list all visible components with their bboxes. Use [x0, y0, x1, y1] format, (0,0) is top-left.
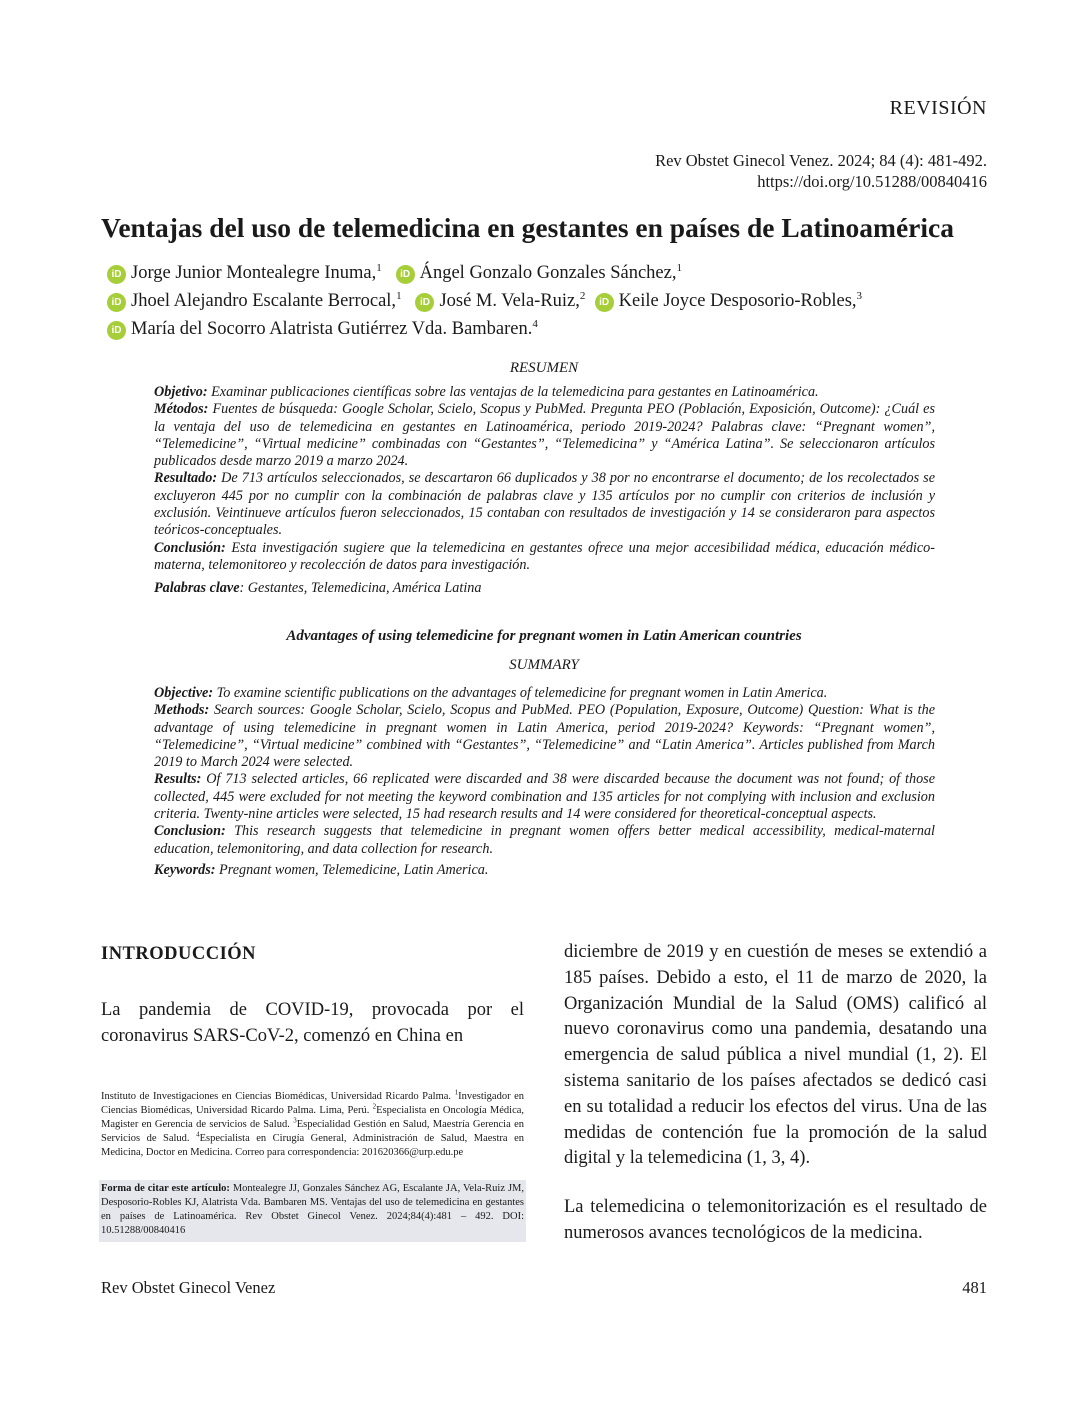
affiliation-number: 2	[372, 1102, 377, 1111]
orcid-icon[interactable]: iD	[396, 265, 415, 284]
affiliation-text: Especialista en Oncología Médica, Magister en Gerencia de servicios de Salud.	[101, 1105, 525, 1130]
author-name: Jorge Junior Montealegre Inuma,	[131, 263, 377, 283]
label: Objetivo:	[154, 384, 208, 400]
author	[107, 291, 402, 311]
affiliation-number: 1	[454, 1088, 459, 1097]
text: This research suggests that telemedicine in pregnant women offers better medical accessibility, medical-maternal education, telemonitoring, and data collection for research.	[154, 823, 935, 857]
affiliation-text: Especialidad Gestión en Salud, Maestría Gerencia en Servicios de Salud.	[101, 1119, 525, 1144]
author-line	[107, 287, 1007, 315]
summary-results	[154, 771, 935, 823]
affiliation-number: 3	[293, 1116, 297, 1125]
how-to-cite-box	[99, 1180, 526, 1242]
orcid-icon[interactable]: iD	[107, 321, 126, 340]
author	[107, 319, 538, 339]
summary-body	[154, 685, 935, 879]
summary-heading: SUMMARY	[509, 657, 579, 673]
text: To examine scientific publications on the advantages of telemedicine for pregnant women in Latin America.	[213, 685, 828, 701]
summary-keywords	[154, 862, 935, 879]
orcid-icon[interactable]: iD	[107, 265, 126, 284]
text: Fuentes de búsqueda: Google Scholar, Scielo, Scopus y PubMed. Pregunta PEO (Población, Exposición, Outcome): ¿Cuál es la ventaja del uso de telemedicina en gestantes en Latinoamérica, periodo 2019-2024? Palabras clave: “Pregnant women”, “Telemedicine”, “Virtual medicine” combinadas con “Gestantes”, “Telemedicina” y “América Latina”. Se seleccionaron artículos publicados desde marzo 2019 a marzo 2024.	[154, 401, 935, 470]
resumen-conclusion	[154, 540, 935, 575]
affiliation-number: 1	[676, 261, 682, 274]
orcid-icon[interactable]: iD	[107, 293, 126, 312]
author-name: Jhoel Alejandro Escalante Berrocal,	[131, 291, 397, 311]
orcid-icon[interactable]: iD	[415, 293, 434, 312]
text: Of 713 selected articles, 66 replicated were discarded and 38 were discarded because the document was not found; of those collected, 445 were excluded for not meeting the keyword combination and 135 articles for not complying with inclusion and exclusion criteria. Twenty-nine articles were selected, 15 had research results and 14 were considered for theoretical-conceptual aspects.	[154, 771, 935, 823]
orcid-icon[interactable]: iD	[595, 293, 614, 312]
affiliation-institution: Instituto de Investigaciones en Ciencias Biomédicas, Universidad Ricardo Palma.	[101, 1091, 452, 1102]
author	[396, 263, 682, 283]
author	[107, 263, 382, 283]
affiliation-text: Investigador en Ciencias Biomédicas, Universidad Ricardo Palma. Lima, Perú.	[101, 1091, 525, 1116]
intro-text: La telemedicina o telemonitorización es el resultado de numerosos avances tecnológicos de la medicina.	[564, 1197, 987, 1243]
author-line	[107, 259, 1007, 287]
affiliation-number: 1	[376, 261, 382, 274]
label: Palabras clave	[154, 580, 240, 597]
intro-paragraph-continued	[564, 940, 987, 1172]
summary-conclusion	[154, 823, 935, 858]
affiliation-number: 3	[856, 289, 863, 302]
text: Search sources: Google Scholar, Scielo, Scopus and PubMed. PEO (Population, Exposure, Outcome) Question: What is the advantage of using telemedicine in pregnant women in Latin America, period 2019-2024? Keywords: “Pregnant women”, “Telemedicine”, “Virtual medicine” combined with “Gestantes”, “Telemedicine” and “Latin America”. Articles published from March 2019 to March 2024 were selected.	[154, 702, 935, 771]
label: Keywords:	[154, 861, 216, 878]
affiliation-number: 1	[396, 289, 402, 302]
author-list	[107, 259, 1007, 343]
intro-paragraph-start: La pandemia de COVID-19, provocada por el coronavirus SARS-CoV-2, comenzó en China en	[101, 1000, 524, 1046]
affiliation-number: 4	[196, 1130, 200, 1139]
label: Conclusión:	[154, 539, 226, 556]
cite-text: Montealegre JJ, Gonzales Sánchez AG, Escalante JA, Vela-Ruiz JM, Desposorio-Robles KJ, Alatrista Vda. Bambaren MS. Ventajas del uso de telemedicina en gestantes en países de Latinoamérica. Rev Obstet Ginecol Venez. 2024;84(4):481 – 492. DOI: 10.51288/00840416	[101, 1183, 524, 1236]
label: Resultado:	[154, 470, 218, 487]
author-line	[107, 315, 1007, 343]
label: Results:	[154, 771, 202, 788]
cite-label: Forma de citar este artículo:	[101, 1183, 230, 1194]
affiliation-number: 4	[532, 317, 538, 330]
author-name: Keile Joyce Desposorio-Robles,	[618, 291, 857, 311]
journal-citation	[655, 150, 987, 192]
intro-paragraph-telemedicina	[564, 1195, 987, 1247]
label: Métodos:	[154, 401, 209, 418]
author-name: María del Socorro Alatrista Gutiérrez Vda. Bambaren.	[131, 319, 533, 339]
affiliations	[101, 1090, 524, 1160]
english-title: Advantages of using telemedicine for pregnant women in Latin American countries	[286, 628, 802, 644]
intro-text: diciembre de 2019 y en cuestión de meses se extendió a 185 países. Debido a esto, el 11 de marzo de 2020, la Organización Mundial de la Salud (OMS) calificó al nuevo coronavirus como una pandemia, desatando una emergencia de salud pública a nivel mundial (1, 2). El sistema sanitario de los países afectados se dedicó casi en su totalidad a reducir los efectos del virus. Una de las medidas de contención fue la promoción de la salud digital y la telemedicina (1, 3, 4).	[564, 942, 987, 1169]
text: Pregnant women, Telemedicine, Latin America.	[215, 861, 489, 878]
resumen-body	[154, 384, 935, 598]
footer-journal: Rev Obstet Ginecol Venez	[101, 1278, 276, 1297]
label: Objective:	[154, 685, 214, 701]
text: : Gestantes, Telemedicina, América Latina	[239, 580, 482, 597]
affiliation-text: Especialista en Cirugía General, Administración de Salud, Maestra en Medicina, Doctor en Medicina.	[101, 1133, 524, 1158]
intro-heading: INTRODUCCIÓN	[101, 944, 257, 964]
text: De 713 artículos seleccionados, se descartaron 66 duplicados y 38 por no encontrarse el documento; de los recolectados se excluyeron 445 por no cumplir con la combinación de palabras clave y 135 artículos por no cumplir con criterios de inclusión y exclusión. Veintinueve artículos fueron seleccionados, 15 contaban con resultados de investigación y 14 se consideraron para aspectos teóricos-conceptuales.	[154, 470, 935, 539]
resumen-objetivo	[154, 384, 935, 401]
summary-methods	[154, 702, 935, 771]
resumen-metodos	[154, 401, 935, 470]
section-label: REVISIÓN	[889, 97, 987, 119]
citation-line: Rev Obstet Ginecol Venez. 2024; 84 (4): 481-492.	[655, 151, 987, 170]
resumen-resultado	[154, 470, 935, 539]
author	[595, 291, 862, 311]
article-title: Ventajas del uso de telemedicina en gestantes en países de Latinoamérica	[101, 212, 954, 243]
author-name: Ángel Gonzalo Gonzales Sánchez,	[419, 263, 677, 283]
page-number: 481	[962, 1278, 987, 1297]
author	[415, 291, 585, 311]
resumen-palabras-clave	[154, 580, 935, 597]
text: Examinar publicaciones científicas sobre las ventajas de la telemedicina para gestantes en Latinoamérica.	[207, 384, 819, 400]
summary-objective	[154, 685, 935, 702]
correspondence-email: Correo para correspondencia: 201620366@urp.edu.pe	[235, 1147, 464, 1158]
doi-link[interactable]: https://doi.org/10.51288/00840416	[757, 172, 987, 191]
author-name: José M. Vela-Ruiz,	[439, 291, 580, 311]
affiliation-number: 2	[579, 289, 586, 302]
label: Conclusion:	[154, 823, 226, 840]
text: Esta investigación sugiere que la telemedicina en gestantes ofrece una mejor accesibilidad médica, educación médico-materna, telemonitoreo y recolección de datos para investigación.	[154, 539, 935, 573]
label: Methods:	[154, 702, 210, 719]
resumen-heading: RESUMEN	[509, 360, 579, 376]
